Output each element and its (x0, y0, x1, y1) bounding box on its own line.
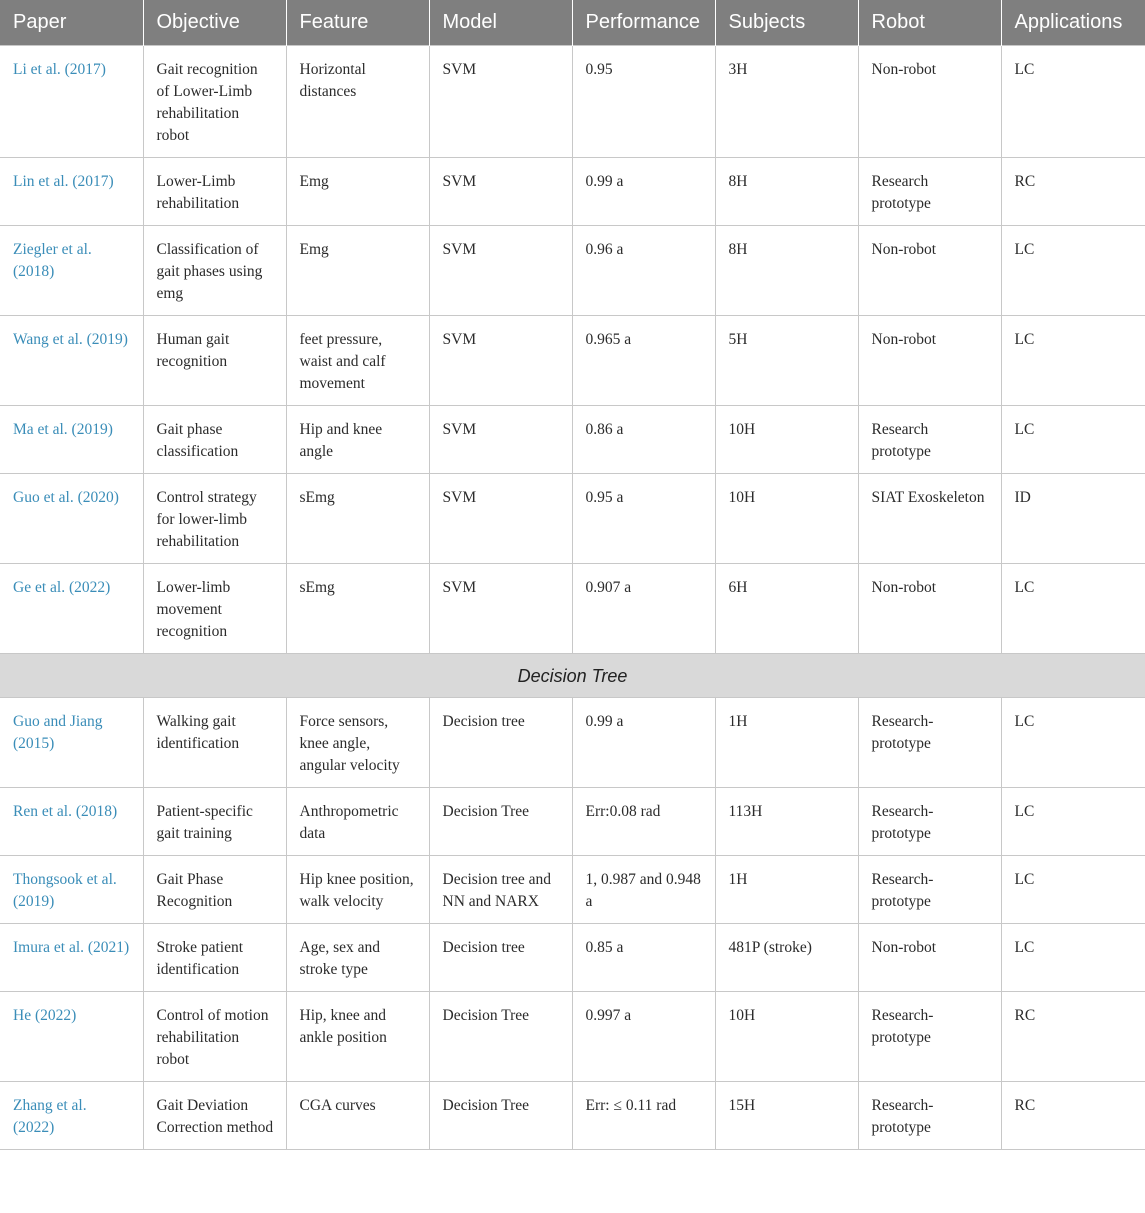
cell-robot: Research-prototype (858, 992, 1001, 1082)
cell-objective: Gait phase classification (143, 406, 286, 474)
cell-robot: Non-robot (858, 564, 1001, 654)
table-row (0, 788, 1145, 856)
table-row (0, 698, 1145, 788)
cell-subjects: 8H (715, 158, 858, 226)
cell-objective: Classification of gait phases using emg (143, 226, 286, 316)
cell-subjects: 15H (715, 1082, 858, 1150)
header-feature: Feature (286, 0, 429, 46)
cell-applications: LC (1001, 46, 1145, 158)
cell-objective: Human gait recognition (143, 316, 286, 406)
cell-robot: Non-robot (858, 316, 1001, 406)
cell-feature: Hip, knee and ankle position (286, 992, 429, 1082)
cell-feature: Force sensors, knee angle, angular velocity (286, 698, 429, 788)
cell-performance: 0.96 a (572, 226, 715, 316)
cell-model: SVM (429, 474, 572, 564)
cell-feature: sEmg (286, 474, 429, 564)
cell-model: SVM (429, 226, 572, 316)
cell-objective: Patient-specific gait training (143, 788, 286, 856)
cell-feature: feet pressure, waist and calf movement (286, 316, 429, 406)
cell-subjects: 481P (stroke) (715, 924, 858, 992)
cell-paper[interactable]: Ziegler et al. (2018) (0, 226, 143, 316)
cell-applications: LC (1001, 924, 1145, 992)
cell-subjects: 1H (715, 856, 858, 924)
cell-applications: RC (1001, 992, 1145, 1082)
cell-performance: 0.907 a (572, 564, 715, 654)
cell-applications: LC (1001, 406, 1145, 474)
cell-robot: Research-prototype (858, 698, 1001, 788)
cell-objective: Control of motion rehabilitation robot (143, 992, 286, 1082)
cell-subjects: 6H (715, 564, 858, 654)
section-title: Decision Tree (0, 654, 1145, 698)
cell-model: SVM (429, 406, 572, 474)
cell-objective: Gait recognition of Lower-Limb rehabilitation robot (143, 46, 286, 158)
cell-objective: Stroke patient identification (143, 924, 286, 992)
cell-subjects: 8H (715, 226, 858, 316)
cell-model: SVM (429, 316, 572, 406)
cell-performance: 0.86 a (572, 406, 715, 474)
cell-applications: LC (1001, 856, 1145, 924)
cell-applications: RC (1001, 158, 1145, 226)
cell-feature: Hip knee position, walk velocity (286, 856, 429, 924)
cell-objective: Control strategy for lower-limb rehabilitation (143, 474, 286, 564)
header-subjects: Subjects (715, 0, 858, 46)
cell-robot: Research-prototype (858, 1082, 1001, 1150)
cell-performance: Err:0.08 rad (572, 788, 715, 856)
cell-paper[interactable]: Guo and Jiang (2015) (0, 698, 143, 788)
cell-applications: LC (1001, 564, 1145, 654)
cell-robot: Research-prototype (858, 856, 1001, 924)
cell-robot: Research prototype (858, 406, 1001, 474)
cell-performance: 1, 0.987 and 0.948 a (572, 856, 715, 924)
cell-paper[interactable]: Ma et al. (2019) (0, 406, 143, 474)
table-row (0, 924, 1145, 992)
cell-feature: Emg (286, 158, 429, 226)
section-row (0, 654, 1145, 698)
cell-feature: Horizontal distances (286, 46, 429, 158)
header-performance: Performance (572, 0, 715, 46)
cell-model: SVM (429, 46, 572, 158)
cell-performance: 0.85 a (572, 924, 715, 992)
cell-model: Decision tree (429, 924, 572, 992)
table-row (0, 564, 1145, 654)
cell-performance: 0.965 a (572, 316, 715, 406)
cell-subjects: 10H (715, 992, 858, 1082)
cell-paper[interactable]: Wang et al. (2019) (0, 316, 143, 406)
cell-paper[interactable]: Li et al. (2017) (0, 46, 143, 158)
cell-performance: 0.95 (572, 46, 715, 158)
cell-subjects: 5H (715, 316, 858, 406)
cell-feature: sEmg (286, 564, 429, 654)
cell-subjects: 113H (715, 788, 858, 856)
cell-model: Decision tree (429, 698, 572, 788)
cell-paper[interactable]: Ge et al. (2022) (0, 564, 143, 654)
cell-paper[interactable]: Imura et al. (2021) (0, 924, 143, 992)
cell-robot: Non-robot (858, 924, 1001, 992)
cell-paper[interactable]: Guo et al. (2020) (0, 474, 143, 564)
header-model: Model (429, 0, 572, 46)
cell-model: Decision Tree (429, 992, 572, 1082)
cell-objective: Lower-Limb rehabilitation (143, 158, 286, 226)
cell-performance: 0.95 a (572, 474, 715, 564)
cell-feature: CGA curves (286, 1082, 429, 1150)
table-body (0, 46, 1145, 1150)
cell-applications: LC (1001, 788, 1145, 856)
table-row (0, 316, 1145, 406)
cell-model: SVM (429, 158, 572, 226)
cell-robot: Non-robot (858, 226, 1001, 316)
cell-paper[interactable]: Thongsook et al. (2019) (0, 856, 143, 924)
header-paper: Paper (0, 0, 143, 46)
table-row (0, 1082, 1145, 1150)
cell-performance: 0.99 a (572, 698, 715, 788)
cell-performance: 0.99 a (572, 158, 715, 226)
cell-subjects: 3H (715, 46, 858, 158)
cell-feature: Age, sex and stroke type (286, 924, 429, 992)
cell-robot: Research prototype (858, 158, 1001, 226)
cell-robot: Non-robot (858, 46, 1001, 158)
cell-feature: Emg (286, 226, 429, 316)
cell-objective: Walking gait identification (143, 698, 286, 788)
table-row (0, 406, 1145, 474)
table-row (0, 992, 1145, 1082)
cell-applications: LC (1001, 226, 1145, 316)
table-row (0, 226, 1145, 316)
cell-model: Decision Tree (429, 788, 572, 856)
table-header (0, 0, 1145, 46)
cell-model: SVM (429, 564, 572, 654)
cell-applications: RC (1001, 1082, 1145, 1150)
cell-subjects: 1H (715, 698, 858, 788)
cell-paper[interactable]: Ren et al. (2018) (0, 788, 143, 856)
cell-model: Decision Tree (429, 1082, 572, 1150)
cell-model: Decision tree and NN and NARX (429, 856, 572, 924)
cell-applications: LC (1001, 316, 1145, 406)
cell-feature: Anthropometric data (286, 788, 429, 856)
cell-applications: LC (1001, 698, 1145, 788)
cell-paper[interactable]: He (2022) (0, 992, 143, 1082)
table-row (0, 474, 1145, 564)
cell-robot: Research-prototype (858, 788, 1001, 856)
cell-robot: SIAT Exoskeleton (858, 474, 1001, 564)
table-row (0, 46, 1145, 158)
cell-subjects: 10H (715, 406, 858, 474)
table-row (0, 158, 1145, 226)
cell-objective: Lower-limb movement recognition (143, 564, 286, 654)
cell-feature: Hip and knee angle (286, 406, 429, 474)
table-row (0, 856, 1145, 924)
cell-objective: Gait Phase Recognition (143, 856, 286, 924)
cell-objective: Gait Deviation Correction method (143, 1082, 286, 1150)
cell-performance: 0.997 a (572, 992, 715, 1082)
cell-paper[interactable]: Zhang et al. (2022) (0, 1082, 143, 1150)
cell-applications: ID (1001, 474, 1145, 564)
cell-subjects: 10H (715, 474, 858, 564)
cell-paper[interactable]: Lin et al. (2017) (0, 158, 143, 226)
cell-performance: Err: ≤ 0.11 rad (572, 1082, 715, 1150)
header-row (0, 0, 1145, 46)
header-robot: Robot (858, 0, 1001, 46)
header-applications: Applications (1001, 0, 1145, 46)
header-objective: Objective (143, 0, 286, 46)
